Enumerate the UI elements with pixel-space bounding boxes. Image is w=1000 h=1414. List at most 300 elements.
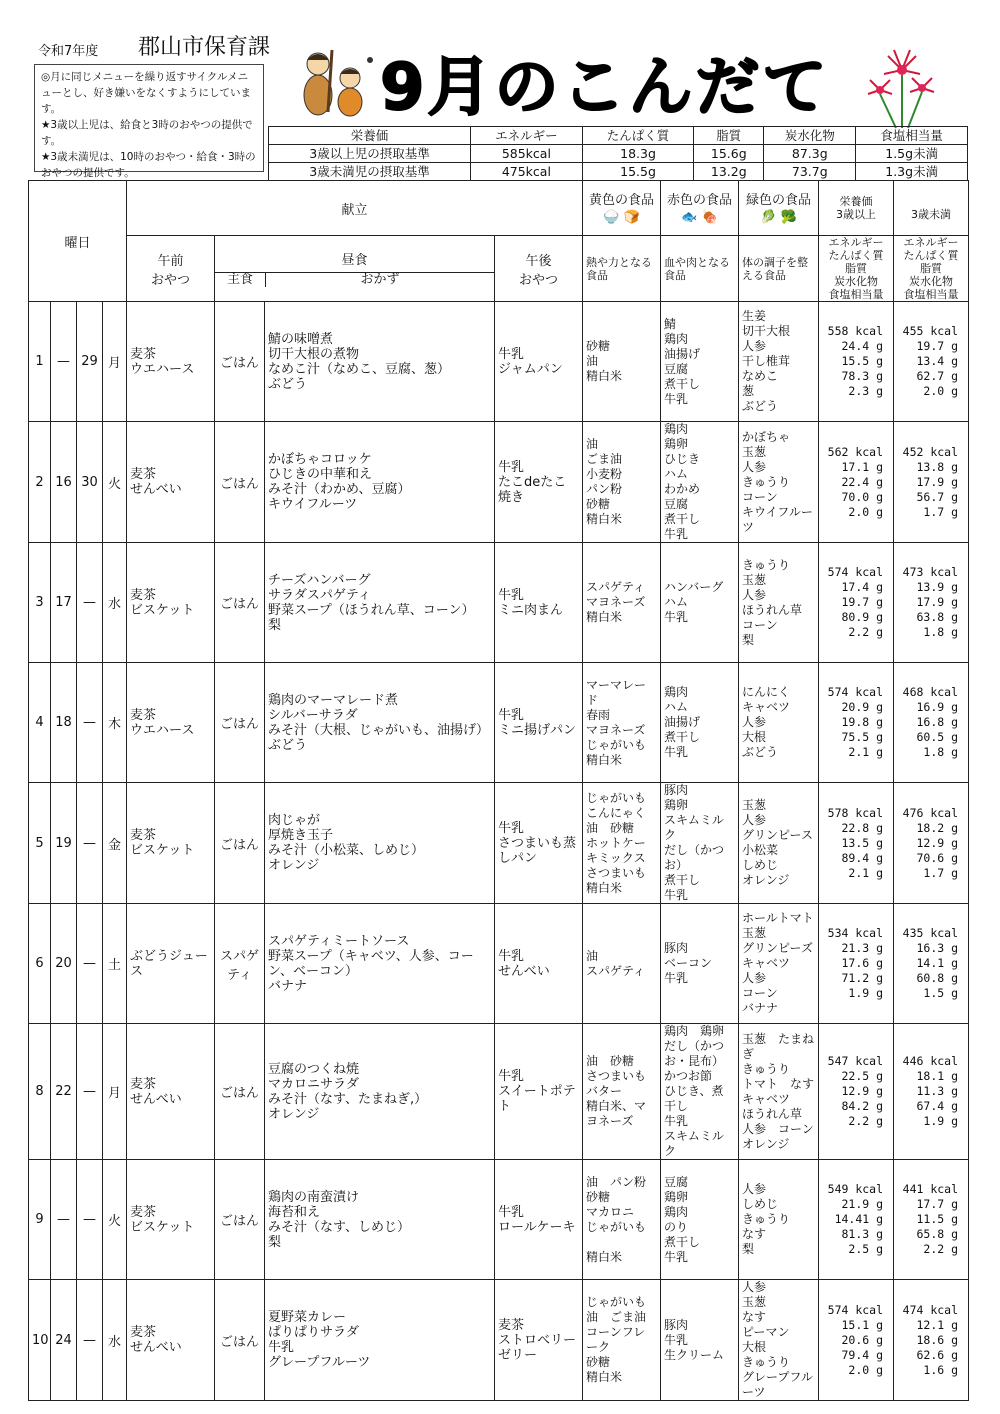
yellow-item: スパゲティ (586, 580, 646, 594)
green-item: 人参 (742, 339, 767, 353)
yellow-item: 精白米 (586, 1370, 623, 1384)
yellow-item: マヨネーズ (586, 595, 646, 609)
red-foods (661, 1160, 739, 1280)
red-item: 牛乳 (664, 1332, 689, 1347)
green-foods (739, 663, 819, 783)
side-item: シルバーサラダ (268, 707, 358, 723)
green-item: きゅうり (742, 474, 791, 489)
nutrition-over3 (819, 904, 894, 1024)
green-item: 人参 (742, 587, 767, 602)
n3-item: 2.1 g (848, 745, 884, 759)
n3-item: 89.4 g (841, 850, 884, 865)
red-item: 牛乳 (664, 745, 689, 759)
side-dishes (265, 1024, 495, 1160)
green-item: 玉葱 (742, 926, 767, 940)
red-item: 豚肉 (664, 783, 689, 797)
weekday: 水 (103, 543, 127, 663)
n3-item: 534 kcal (827, 926, 884, 940)
yellow-item: 砂糖 (586, 339, 611, 353)
day-a: 5 (29, 783, 51, 904)
red-item: 煮干し (664, 1234, 701, 1249)
nutrition-over3 (819, 1280, 894, 1401)
green-item: コーン (742, 986, 778, 1000)
nu-item: 19.7 g (916, 339, 959, 353)
side-item: キウイフルーツ (268, 497, 358, 512)
nutrition-label: 栄養価 (839, 195, 873, 208)
red-item: だし（かつお・昆布） (664, 1039, 725, 1068)
green-foods (739, 904, 819, 1024)
note-line: ◎月に同じメニューを繰り返すサイクルメニューとし、好き嫌いをなくすようにしています。 (41, 71, 251, 115)
n3-item: 79.4 g (841, 1347, 884, 1362)
nutrition-over3 (819, 1024, 894, 1160)
yellow-item: 精白米 (586, 610, 623, 624)
am-snack: 麦茶 ビスケット (127, 543, 215, 663)
nu-item: 474 kcal (902, 1302, 959, 1317)
side-item: 牛乳 (268, 1340, 295, 1355)
green-item: 玉葱 (742, 444, 767, 459)
nu-item: 67.4 g (916, 1099, 959, 1113)
green-item: 人参 (742, 715, 767, 729)
green-item: なす (742, 1310, 767, 1324)
weekday-header: 曜日 (29, 181, 127, 302)
staple: ごはん (215, 302, 265, 422)
n3-item: 15.1 g (841, 1317, 884, 1332)
green-item: キャベツ (742, 956, 791, 970)
weekday: 月 (103, 1024, 127, 1160)
yellow-item: 精白米、マヨネーズ (586, 1099, 647, 1128)
day-a: 6 (29, 904, 51, 1024)
green-item: グリンピーズ (742, 941, 813, 955)
day-b: — (51, 1160, 77, 1280)
nu-item: 1.5 g (923, 986, 959, 1000)
n3-item: 22.5 g (841, 1069, 884, 1083)
green-item: 玉葱 (742, 1295, 767, 1309)
nu-item: 11.5 g (916, 1212, 959, 1226)
std-cell: 3歳以上児の摂取基準 (269, 145, 471, 163)
yellow-item: 砂糖 (586, 497, 611, 511)
side-item: 豆腐のつくね焼 (268, 1061, 360, 1077)
red-item: 豚肉 (664, 941, 689, 955)
green-item: 人参 (742, 1182, 767, 1196)
am-snack: 麦茶 せんべい (127, 422, 215, 543)
nu-item: 17.9 g (916, 595, 959, 609)
nu-item: 12.1 g (916, 1317, 959, 1332)
n3-item: 549 kcal (827, 1182, 884, 1196)
nu-item: 1.8 g (923, 745, 959, 759)
yellow-item: じゃがいも (586, 790, 647, 805)
side-item: チーズハンバーグ (268, 572, 371, 588)
pm-snack: 牛乳 たこdeたこ焼き (495, 422, 583, 543)
green-item: 人参 (742, 971, 767, 985)
yellow-item: パン粉 (586, 482, 623, 496)
nutrition-under3 (894, 783, 969, 904)
red-item: わかめ (664, 482, 701, 496)
n3-item: 19.7 g (841, 595, 884, 609)
green-item: 切干大根 (742, 324, 791, 338)
yellow-item: コーンフレーク (586, 1325, 646, 1354)
day-c: 30 (77, 422, 103, 543)
am-snack: 麦茶 ウエハース (127, 663, 215, 783)
green-item: ほうれん草 (742, 602, 803, 617)
red-foods (661, 1024, 739, 1160)
n3-item: 2.0 g (848, 504, 884, 519)
nu-item: 455 kcal (902, 324, 959, 338)
std-header: エネルギー (471, 127, 583, 145)
side-dishes (265, 1280, 495, 1401)
yellow-foods (583, 302, 661, 422)
n3-item: 2.2 g (848, 625, 884, 639)
green-foods (739, 543, 819, 663)
yellow-food-label: 黄色の食品 (589, 193, 655, 208)
yellow-item: さつまいも (586, 865, 647, 880)
green-item: コーン (742, 489, 778, 504)
n3-item: 80.9 g (841, 610, 884, 624)
green-item: オレンジ (742, 1136, 790, 1151)
menu-row (29, 1024, 969, 1160)
side-item: 鶏肉の南蛮漬け (268, 1189, 360, 1205)
menu-row (29, 1280, 969, 1401)
side-item: 肉じゃが (268, 813, 321, 828)
green-item: 大根 (742, 1340, 767, 1354)
green-item: 人参 (742, 459, 767, 474)
weekday: 火 (103, 1160, 127, 1280)
nut-label: 脂質 (920, 262, 943, 275)
green-item: 小松菜 (742, 843, 779, 857)
yellow-item: ごま油 (586, 452, 623, 466)
red-item: ひじき (664, 452, 701, 466)
n3-item: 71.2 g (841, 971, 884, 985)
nu-item: 62.6 g (916, 1347, 959, 1362)
std-header: 食塩相当量 (856, 127, 968, 145)
green-item: きゅうり (742, 1061, 791, 1076)
day-b: 17 (51, 543, 77, 663)
red-food-desc: 血や肉となる食品 (661, 236, 739, 302)
nut-label: エネルギー (828, 236, 884, 249)
red-item: 油揚げ (664, 346, 701, 361)
green-food-header (739, 181, 819, 236)
nu-item: 13.8 g (916, 459, 959, 474)
red-item: 豆腐 (664, 497, 689, 511)
green-item: 葱 (742, 384, 755, 398)
red-item: ひじき、煮干し (664, 1084, 724, 1113)
red-item: ハム (664, 700, 689, 714)
yellow-foods (583, 663, 661, 783)
nu-item: 18.1 g (916, 1069, 959, 1083)
nut-label: 炭水化物 (909, 275, 954, 288)
leaf-icon: 🥦 (780, 210, 797, 225)
pm-snack: 牛乳 ロールケーキ (495, 1160, 583, 1280)
side-item: 厚焼き玉子 (268, 828, 334, 843)
green-item: 人参 (742, 813, 767, 827)
day-a: 9 (29, 1160, 51, 1280)
pm-snack: 牛乳 ミニ揚げパン (495, 663, 583, 783)
n3-item: 547 kcal (827, 1054, 884, 1068)
nu-item: 17.7 g (916, 1197, 959, 1211)
side-item: 梨 (268, 1234, 282, 1250)
green-item: コーン (742, 617, 778, 632)
red-item: 鯖 (664, 316, 677, 331)
red-item: 鶏卵 (664, 1189, 689, 1204)
side-dishes (265, 783, 495, 904)
side-item: 切干大根の煮物 (268, 346, 360, 362)
am-snack: 麦茶 ビスケット (127, 783, 215, 904)
n3-item: 22.8 g (841, 820, 884, 835)
green-item: 大根 (742, 730, 767, 744)
pm-snack: 牛乳 せんべい (495, 904, 583, 1024)
red-item: 鶏卵 (664, 798, 689, 812)
red-item: 生クリーム (664, 1347, 725, 1362)
red-item: 牛乳 (664, 610, 689, 624)
nutrition-over3 (819, 663, 894, 783)
yellow-foods (583, 1024, 661, 1160)
red-item: 牛乳 (664, 888, 689, 902)
am-snack: 麦茶 せんべい (127, 1024, 215, 1160)
n3-item: 574 kcal (827, 685, 884, 699)
nutrition-over3-header (819, 181, 894, 236)
n3-item: 20.6 g (841, 1332, 884, 1347)
std-cell: 585kcal (471, 145, 583, 163)
red-item: ハム (664, 595, 689, 609)
red-item: 豆腐 (664, 1174, 689, 1189)
nu-item: 1.6 g (923, 1362, 959, 1377)
n3-item: 578 kcal (827, 805, 884, 820)
nutrition-over3 (819, 302, 894, 422)
yellow-item: 油 (586, 354, 599, 368)
pm-snack: 牛乳 スイートポテト (495, 1024, 583, 1160)
side-item: マカロニサラダ (268, 1076, 359, 1092)
nu-item: 18.2 g (916, 820, 959, 835)
red-spider-lily-illustration (862, 40, 942, 130)
green-item: 人参 (742, 1280, 767, 1294)
yellow-foods (583, 904, 661, 1024)
side-dishes (265, 302, 495, 422)
nu-item: 1.7 g (923, 865, 959, 880)
n3-item: 21.9 g (841, 1197, 884, 1211)
am-snack-header: 午前 おやつ (127, 236, 215, 302)
n3-item: 562 kcal (827, 444, 884, 459)
nu-item: 18.6 g (916, 1332, 959, 1347)
nutrition-over3 (819, 543, 894, 663)
menu-table (28, 180, 969, 1401)
side-item: ぶどう (268, 376, 308, 392)
yellow-item: こんにゃく (586, 805, 646, 820)
musicians-illustration (288, 40, 378, 120)
day-a: 1 (29, 302, 51, 422)
std-header: 炭水化物 (764, 127, 856, 145)
green-item: グリンピース (742, 828, 813, 842)
staple: ごはん (215, 783, 265, 904)
n3-item: 17.6 g (841, 956, 884, 970)
green-foods (739, 422, 819, 543)
nutrition-under3 (894, 422, 969, 543)
day-b: 19 (51, 783, 77, 904)
nu-item: 468 kcal (902, 685, 959, 699)
yellow-item: マーマレード (586, 677, 647, 707)
green-item: 梨 (742, 632, 755, 647)
side-dishes (265, 1160, 495, 1280)
department-name: 郡山市保育課 (138, 35, 271, 60)
yellow-item: 砂糖 (586, 1355, 611, 1369)
n3-item: 2.3 g (848, 384, 884, 398)
side-item: スパゲティミートソース (268, 933, 410, 949)
red-item: 牛乳 (664, 391, 689, 406)
red-foods (661, 1280, 739, 1401)
yellow-item: 精白米 (586, 880, 623, 895)
n3-item: 14.41 g (834, 1212, 884, 1226)
yellow-item: 精白米 (586, 752, 623, 767)
green-food-desc: 体の調子を整える食品 (739, 236, 819, 302)
side-item: 鶏肉のマーマレード煮 (268, 692, 399, 708)
side-item: みそ汁（小松菜、しめじ） (268, 843, 425, 858)
pm-snack: 牛乳 ジャムパン (495, 302, 583, 422)
yellow-foods (583, 422, 661, 543)
n3-item: 12.9 g (841, 1084, 884, 1098)
am-snack: 麦茶 せんべい (127, 1280, 215, 1401)
red-item: 煮干し (664, 512, 701, 526)
day-c: — (77, 1024, 103, 1160)
day-a: 2 (29, 422, 51, 543)
n3-item: 84.2 g (841, 1099, 884, 1113)
vegetable-icon: 🥬 (760, 210, 777, 225)
over3-label: 3歳以上 (836, 208, 877, 221)
nu-item: 60.5 g (916, 730, 959, 744)
green-item: トマト なす (742, 1076, 815, 1091)
nu-item: 16.9 g (916, 700, 959, 714)
side-dishes (265, 422, 495, 543)
day-b: 24 (51, 1280, 77, 1401)
nut-label: 炭水化物 (834, 275, 879, 288)
nut-label: 食塩相当量 (903, 288, 959, 301)
green-item: 玉葱 たまねぎ (742, 1031, 815, 1061)
red-item: 鶏肉 (664, 1204, 689, 1219)
nutrition-under3 (894, 663, 969, 783)
red-item: スキムミルク (664, 813, 724, 842)
day-b: 18 (51, 663, 77, 783)
n3-item: 70.0 g (841, 489, 884, 504)
day-c: — (77, 543, 103, 663)
menu-row (29, 783, 969, 904)
fiscal-year: 令和7年度 (38, 44, 99, 59)
std-header: 栄養価 (269, 127, 471, 145)
n3-item: 20.9 g (841, 700, 884, 714)
yellow-item: バター (586, 1084, 623, 1098)
bread-icon: 🍞 (623, 210, 640, 225)
n3-item: 2.2 g (848, 1114, 884, 1128)
red-foods (661, 543, 739, 663)
red-item: 豚肉 (664, 1317, 689, 1332)
green-item: きゅうり (742, 557, 791, 572)
yellow-item: スパゲティ (586, 963, 646, 978)
yellow-item: 精白米 (586, 369, 623, 383)
note-line: ★3歳以上児は、給食と3時のおやつの提供です。 (41, 119, 253, 147)
green-item: キウイフルーツ (742, 504, 813, 534)
red-food-header (661, 181, 739, 236)
nu-item: 446 kcal (902, 1054, 959, 1068)
nu-item: 65.8 g (916, 1227, 959, 1241)
yellow-item: 油 砂糖 (586, 820, 635, 835)
nutrition-under3-header (894, 181, 969, 236)
nutrition-labels-over3 (819, 236, 894, 302)
yellow-foods (583, 543, 661, 663)
fish-icon: 🐟 (681, 210, 698, 225)
n3-item: 1.9 g (848, 986, 884, 1000)
side-item: ぱりぱりサラダ (268, 1325, 359, 1340)
nu-item: 2.0 g (923, 384, 959, 398)
am-snack: 麦茶 ウエハース (127, 302, 215, 422)
nu-item: 16.8 g (916, 715, 959, 729)
day-c: — (77, 783, 103, 904)
std-cell: 73.7g (764, 163, 856, 181)
green-item: ほうれん草 (742, 1106, 803, 1121)
side-label: おかず (360, 272, 400, 287)
std-cell: 13.2g (694, 163, 764, 181)
nu-item: 13.4 g (916, 354, 959, 368)
am-snack: 麦茶 ビスケット (127, 1160, 215, 1280)
yellow-item: さつまいも (586, 1069, 647, 1083)
staple: スパゲティ (215, 904, 265, 1024)
menu-row (29, 543, 969, 663)
green-item: キャベツ (742, 1091, 791, 1106)
nutrition-under3 (894, 302, 969, 422)
std-header: 脂質 (694, 127, 764, 145)
nu-item: 476 kcal (902, 805, 959, 820)
side-item: ひじきの中華和え (268, 467, 373, 482)
day-b: 22 (51, 1024, 77, 1160)
red-item: 鶏卵 (664, 437, 689, 451)
yellow-item: 油 (586, 948, 599, 963)
day-b: 16 (51, 422, 77, 543)
yellow-item: じゃがいも (586, 737, 647, 752)
side-item: 鯖の味噌煮 (268, 331, 334, 347)
day-c: — (77, 663, 103, 783)
n3-item: 558 kcal (827, 324, 884, 338)
staple: ごはん (215, 1160, 265, 1280)
staple: ごはん (215, 1024, 265, 1160)
nut-label: 食塩相当量 (828, 288, 884, 301)
nu-item: 1.9 g (923, 1114, 959, 1128)
n3-item: 75.5 g (841, 730, 884, 744)
green-item: オレンジ (742, 873, 790, 887)
n3-item: 78.3 g (841, 369, 884, 383)
nu-item: 63.8 g (916, 610, 959, 624)
weekday: 火 (103, 422, 127, 543)
menu-row (29, 1160, 969, 1280)
weekday: 金 (103, 783, 127, 904)
red-item: 鶏肉 (664, 422, 689, 436)
yellow-item: じゃがいも (586, 1219, 647, 1234)
nu-item: 2.2 g (923, 1242, 959, 1256)
menu-row (29, 302, 969, 422)
red-item: ベーコン (664, 956, 713, 970)
n3-item: 24.4 g (841, 339, 884, 353)
side-item: サラダスパゲティ (268, 587, 371, 603)
day-c: — (77, 1280, 103, 1401)
n3-item: 81.3 g (841, 1227, 884, 1241)
side-item: かぼちゃコロッケ (268, 452, 372, 467)
std-cell: 15.5g (582, 163, 694, 181)
day-a: 4 (29, 663, 51, 783)
pm-snack: 牛乳 ミニ肉まん (495, 543, 583, 663)
n3-item: 13.5 g (841, 835, 884, 850)
green-item: きゅうり (742, 1212, 791, 1226)
std-cell: 1.5g未満 (856, 145, 968, 163)
nu-item: 1.8 g (923, 625, 959, 639)
green-item: 人参 コーン (742, 1121, 814, 1136)
nu-item: 473 kcal (902, 565, 959, 579)
weekday: 土 (103, 904, 127, 1024)
red-item: スキムミルク (664, 1129, 724, 1158)
std-cell: 1.3g未満 (856, 163, 968, 181)
